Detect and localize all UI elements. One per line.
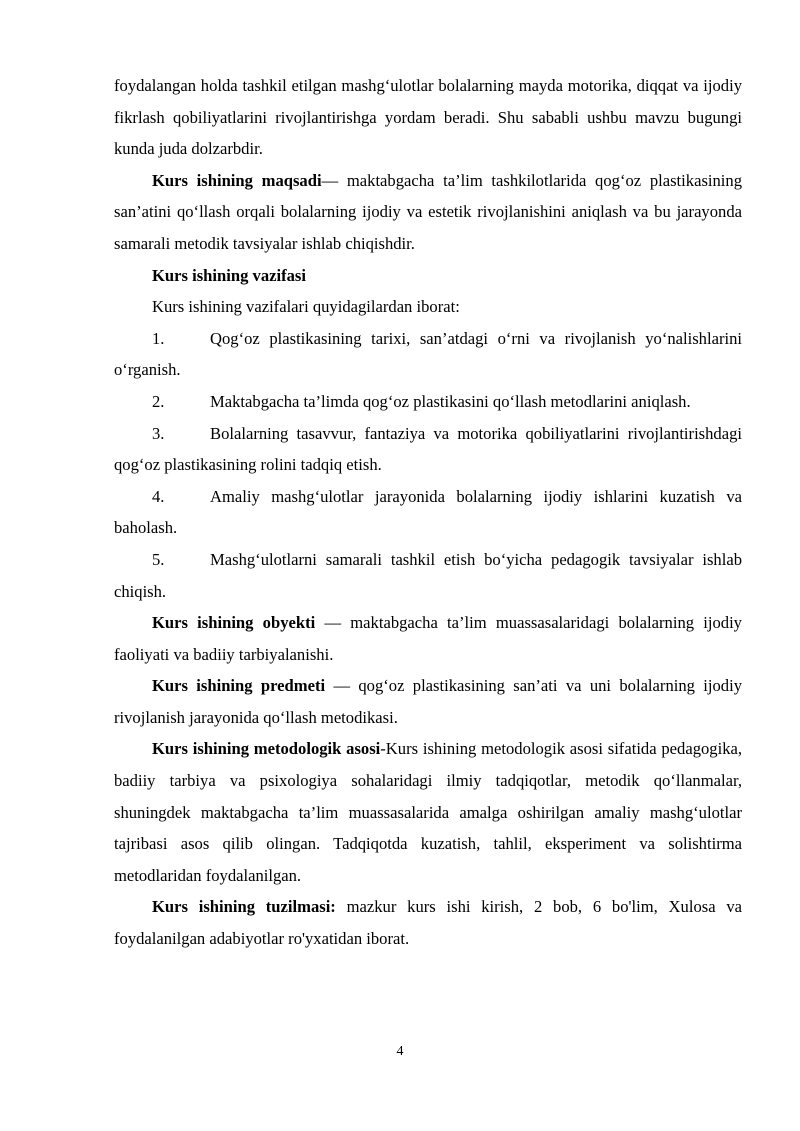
- list-item-text: Amaliy mashg‘ulotlar jarayonida bolalarning ijodiy ishlarini kuzatish va baholash.: [114, 486, 742, 538]
- methodology-text: -Kurs ishining metodologik asosi sifatida pedagogika, badiiy tarbiya va psixologiya sohalaridagi ilmiy tadqiqotlar, metodik qo‘llanmalar, shuningdek maktabgacha ta’lim muassasalarida amalga oshirilgan amaliy mashg‘ulotlar tajribasi asos qilib olingan. Tadqiqotda kuzatish, tahlil, eksperiment va solishtirma metodlaridan foydalanilgan.: [114, 739, 743, 885]
- list-item-number: 2.: [152, 391, 165, 411]
- list-item-number: 1.: [152, 328, 165, 348]
- list-item-number: 4.: [152, 486, 165, 506]
- object-paragraph: [114, 607, 742, 670]
- list-item-text: Bolalarning tasavvur, fantaziya va motorika qobiliyatlarini rivojlantirishdagi qog‘oz plastikasining rolini tadqiq etish.: [114, 423, 742, 475]
- structure-label: Kurs ishining tuzilmasi:: [152, 897, 336, 917]
- subject-label: Kurs ishining predmeti: [152, 676, 326, 696]
- subject-text: — qog‘oz plastikasining san’ati va uni bolalarning ijodiy rivojlanish jarayonida qo‘llash metodikasi.: [114, 676, 742, 727]
- list-item-text: Mashg‘ulotlarni samarali tashkil etish bo‘yicha pedagogik tavsiyalar ishlab chiqish.: [114, 549, 742, 601]
- goal-paragraph: [114, 165, 742, 260]
- object-label: Kurs ishining obyekti: [152, 613, 316, 633]
- list-item-text: Qog‘oz plastikasining tarixi, san’atdagi o‘rni va rivojlanish yo‘nalishlarini o‘rganish.: [114, 328, 742, 380]
- tasks-intro: Kurs ishining vazifalari quyidagilardan iborat:: [152, 297, 460, 317]
- list-item: [114, 386, 742, 418]
- subject-paragraph: [114, 670, 742, 733]
- methodology-paragraph: [114, 733, 742, 891]
- methodology-label: Kurs ishining metodologik asosi: [152, 739, 381, 759]
- structure-paragraph: [114, 891, 742, 954]
- list-item: [114, 481, 742, 544]
- list-item-number: 3.: [152, 423, 165, 443]
- page-number: 4: [396, 1044, 404, 1059]
- list-item: [114, 544, 742, 607]
- object-text: — maktabgacha ta’lim muassasalaridagi bolalarning ijodiy faoliyati va badiiy tarbiyalanishi.: [114, 613, 742, 664]
- structure-text: mazkur kurs ishi kirish, 2 bob, 6 bo'lim, Xulosa va foydalanilgan adabiyotlar ro'yxatidan iborat.: [114, 897, 742, 949]
- list-item: [114, 418, 742, 481]
- tasks-heading: Kurs ishining vazifasi: [152, 265, 306, 285]
- list-item: [114, 323, 742, 386]
- intro-paragraph: foydalangan holda tashkil etilgan mashg‘ulotlar bolalarning mayda motorika, diqqat va ijodiy fikrlash qobiliyatlarini rivojlantirishga yordam beradi. Shu sababli ushbu mavzu bugungi kunda juda dolzarbdir.: [114, 76, 742, 159]
- list-item-text: Maktabgacha ta’limda qog‘oz plastikasini qo‘llash metodlarini aniqlash.: [210, 391, 691, 411]
- document-page: [114, 70, 742, 955]
- list-item-number: 5.: [152, 549, 165, 569]
- goal-label: Kurs ishining maqsadi: [152, 170, 322, 190]
- goal-text: — maktabgacha ta’lim tashkilotlarida qog‘oz plastikasining san’atini qo‘llash orqali bolalarning ijodiy va estetik rivojlanishini aniqlash va bu jarayonda samarali metodik tavsiyalar ishlab chiqishdir.: [114, 170, 743, 253]
